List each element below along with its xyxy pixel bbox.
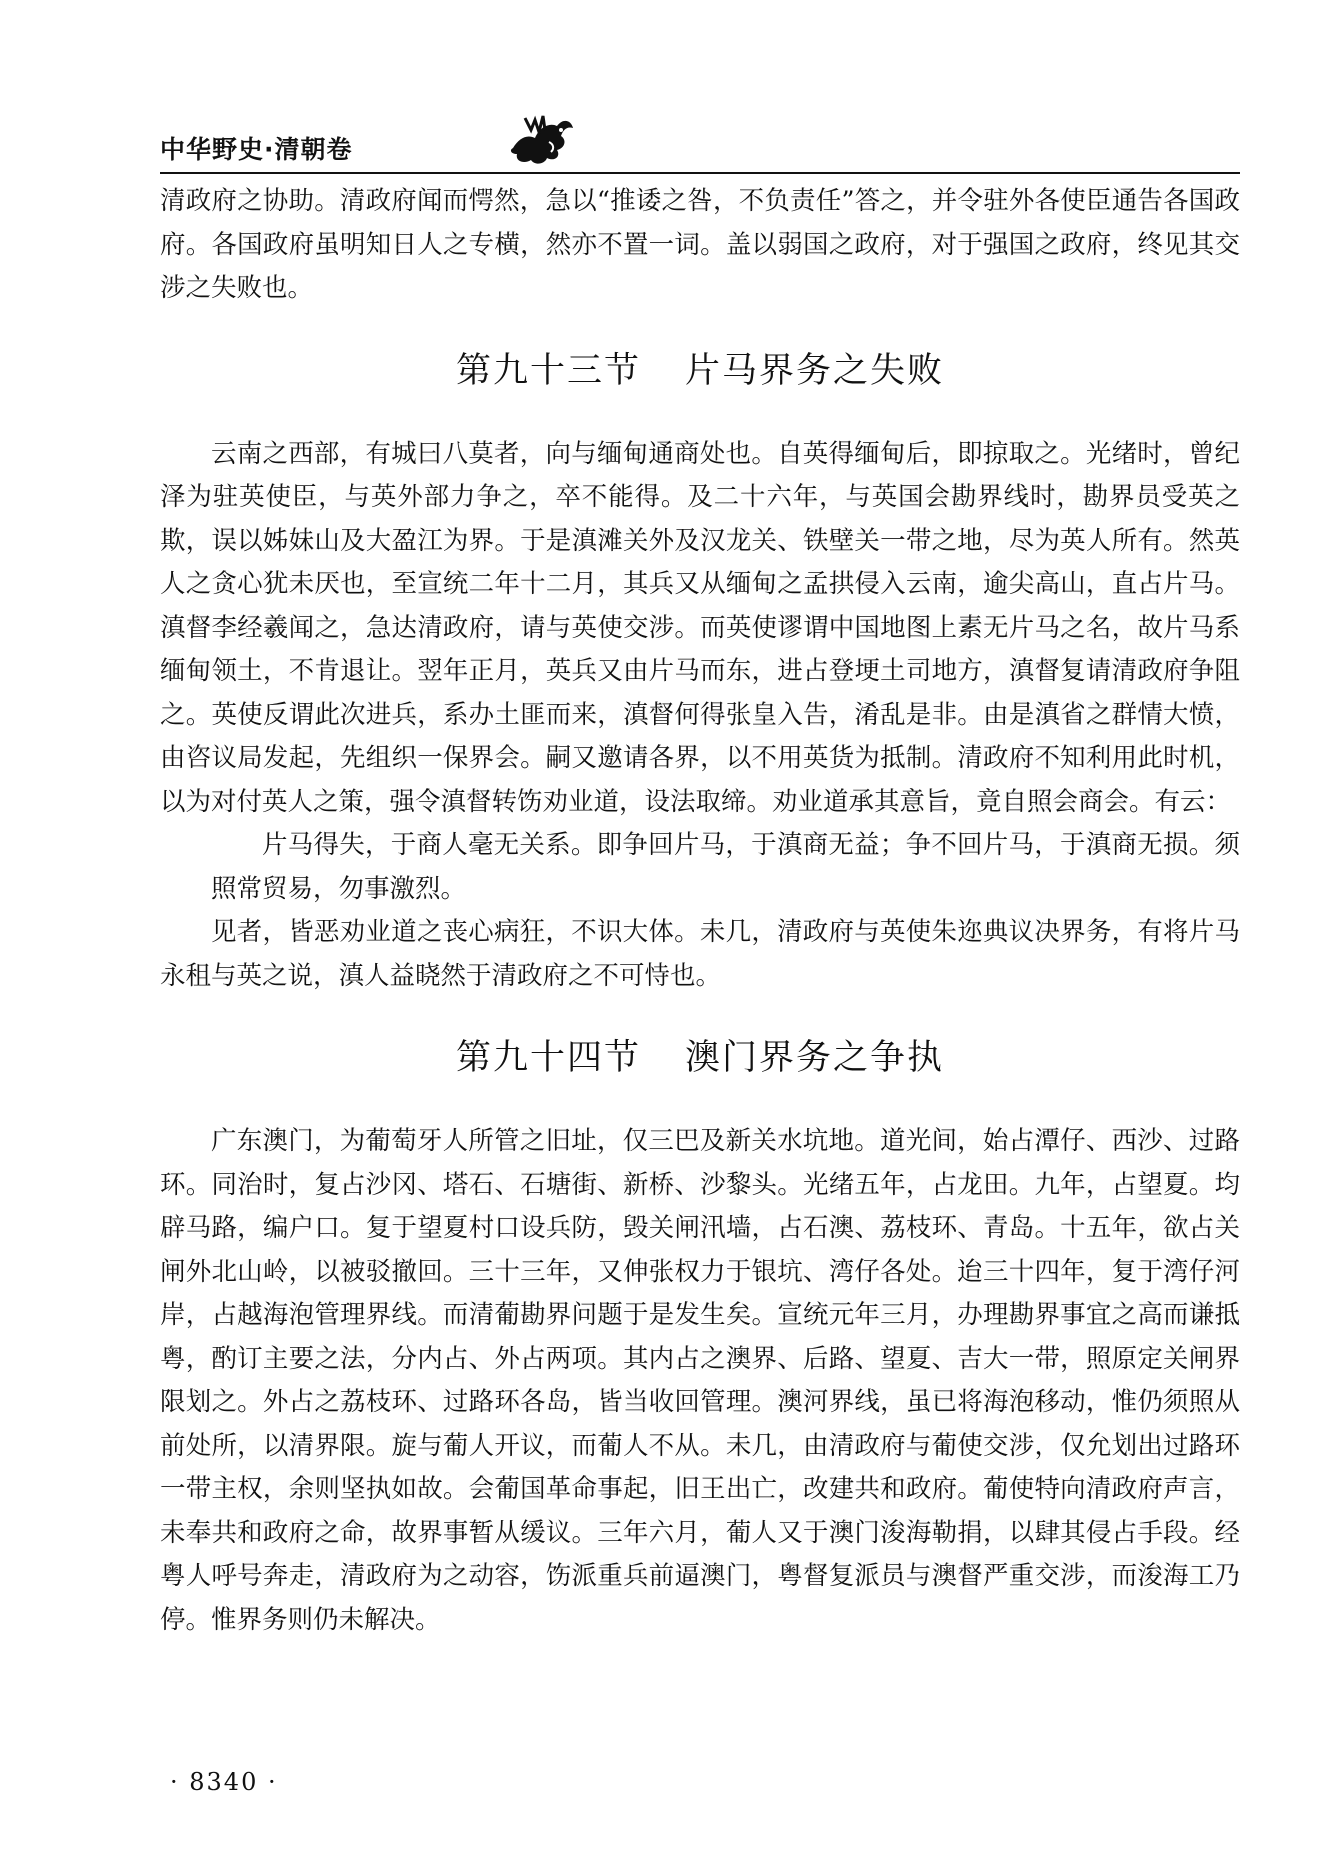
page-body bbox=[160, 180, 1240, 1642]
page-header bbox=[160, 108, 1240, 178]
section-93-quote-text: 片马得失，于商人毫无关系。即争回片马，于滇商无益；争不回片马，于滇商无损。须照常贸易，勿事激烈。 bbox=[211, 830, 1240, 904]
intro-paragraph: 清政府之协助。清政府闻而愕然，急以“推诿之咎，不负责任”答之，并令驻外各使臣通告各国政府。各国政府虽明知日人之专横，然亦不置一词。盖以弱国之政府，对于强国之政府，终见其交涉之失败也。 bbox=[160, 186, 1240, 303]
dragon-emblem-icon bbox=[505, 108, 577, 168]
section-93-paragraph-1: 云南之西部，有城曰八莫者，向与缅甸通商处也。自英得缅甸后，即掠取之。光绪时，曾纪泽为驻英使臣，与英外部力争之，卒不能得。及二十六年，与英国会勘界线时，勘界员受英之欺，误以姊妹山及大盈江为界。于是滇滩关外及汉龙关、铁壁关一带之地，尽为英人所有。然英人之贪心犹未厌也，至宣统二年十二月，其兵又从缅甸之孟拱侵入云南，逾尖高山，直占片马。滇督李经羲闻之，急达清政府，请与英使交涉。而英使谬谓中国地图上素无片马之名，故片马系缅甸领土，不肯退让。翌年正月，英兵又由片马而东，进占登埂土司地方，滇督复请清政府争阻之。英使反谓此次进兵，系办土匪而来，滇督何得张皇入告，淆乱是非。由是滇省之群情大愤，由咨议局发起，先组织一保界会。嗣又邀请各界，以不用英货为抵制。清政府不知利用此时机，以为对付英人之策，强令滇督转饬劝业道，设法取缔。劝业道承其意旨，竟自照会商会。有云： bbox=[160, 438, 1240, 817]
section-94-heading bbox=[160, 1030, 1240, 1080]
section-94-paragraph-1: 广东澳门，为葡萄牙人所管之旧址，仅三巴及新关水坑地。道光间，始占潭仔、西沙、过路环。同治时，复占沙冈、塔石、石塘街、新桥、沙黎头。光绪五年，占龙田。九年，占望夏。均辟马路，编户口。复于望夏村口设兵防，毁关闸汛墙，占石澳、荔枝环、青岛。十五年，欲占关闸外北山岭，以被驳撤回。三十三年，又伸张权力于银坑、湾仔各处。迨三十四年，复于湾仔河岸，占越海泡管理界线。而清葡勘界问题于是发生矣。宣统元年三月，办理勘界事宜之高而谦抵粤，酌订主要之法，分内占、外占两项。其内占之澳界、后路、望夏、吉大一带，照原定关闸界限划之。外占之荔枝环、过路环各岛，皆当收回管理。澳河界线，虽已将海泡移动，惟仍须照从前处所，以清界限。旋与葡人开议，而葡人不从。未几，由清政府与葡使交涉，仅允划出过路环一带主权，余则坚执如故。会葡国革命事起，旧王出亡，改建共和政府。葡使特向清政府声言，未奉共和政府之命，故界事暂从缓议。三年六月，葡人又于澳门浚海勒捐，以肆其侵占手段。经粤人呼号奔走，清政府为之动容，饬派重兵前逼澳门，粤督复派员与澳督严重交涉，而浚海工乃停。惟界务则仍未解决。 bbox=[160, 1126, 1240, 1635]
section-93-quote bbox=[160, 824, 1240, 911]
header-rule bbox=[160, 172, 1240, 174]
running-title: 中华野史·清朝卷 bbox=[160, 135, 353, 164]
section-93-heading bbox=[160, 343, 1240, 393]
page-number: · 8340 · bbox=[170, 1768, 278, 1796]
section-93-paragraph-2: 见者，皆恶劝业道之丧心病狂，不识大体。未几，清政府与英使朱迩典议决界务，有将片马永租与英之说，滇人益晓然于清政府之不可恃也。 bbox=[160, 917, 1240, 991]
section-93-title: 片马界务之失败 bbox=[685, 350, 945, 391]
section-94-number: 第九十四节 bbox=[455, 1038, 641, 1078]
section-93-number: 第九十三节 bbox=[455, 350, 641, 391]
section-94-title: 澳门界务之争执 bbox=[685, 1038, 945, 1078]
